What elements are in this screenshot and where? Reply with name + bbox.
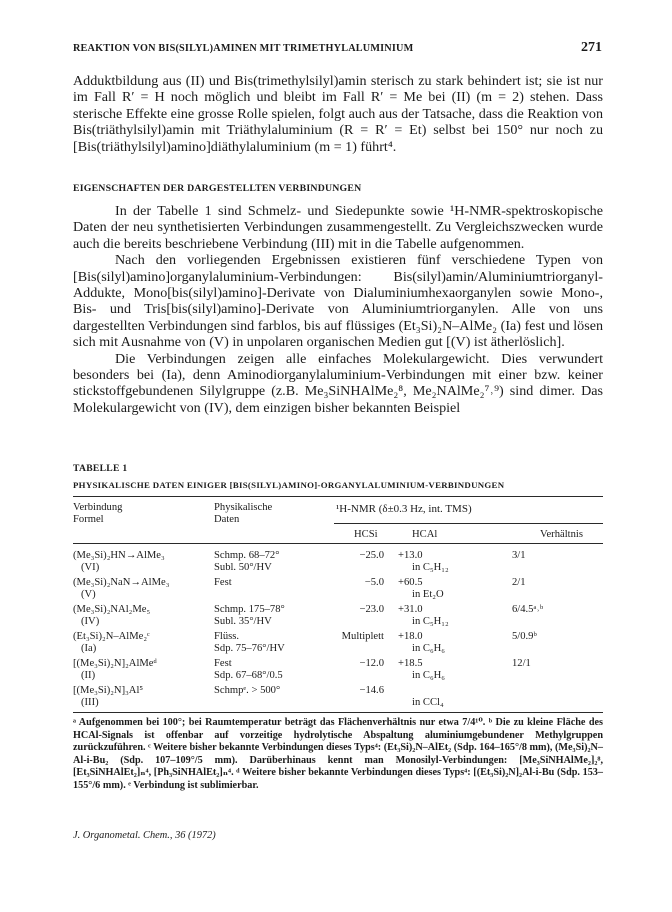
cell-ratio: 3/1 — [512, 550, 526, 561]
cell-compound-label: (II) — [81, 670, 96, 681]
table-top-rule — [73, 496, 603, 497]
header-data-line2: Daten — [214, 514, 240, 525]
header-ratio: Verhältnis — [540, 529, 583, 540]
cell-compound-label: (III) — [81, 697, 99, 708]
cell-compound-label: (VI) — [81, 562, 100, 573]
table-number: TABELLE 1 — [73, 463, 128, 474]
header-compound-line1: Verbindung — [73, 502, 123, 513]
cell-compound-label: (Ia) — [81, 643, 97, 654]
header-physical-data — [214, 502, 272, 526]
paragraph-4-text: Die Verbindungen zeigen alle einfaches Molekulargewicht. Dies verwundert besonders bei (Ia), denn Aminodiorganylaluminium-Verbindungen mit einer bzw. keiner stickstoffgebundenen Silylgruppe (z.B. Me₃SiNHAlMe₂⁸, Me₂NAlMe₂⁷˒⁹) sind dimer. Das Molekulargewicht von (IV), dem einzigen bisher bekannten Beispiel — [73, 350, 603, 416]
journal-citation: J. Organometal. Chem., 36 (1972) — [73, 830, 216, 841]
page-number: 271 — [581, 40, 602, 55]
section-heading: EIGENSCHAFTEN DER DARGESTELLTEN VERBINDUNGEN — [73, 183, 362, 194]
cell-hcal-solvent: in CCl₄ — [412, 697, 444, 708]
cell-formula: [(Me₃Si)₂N]₃Al⁵ — [73, 685, 144, 696]
cell-data-1: Fest — [214, 658, 232, 669]
cell-hcsi: −12.0 — [359, 658, 384, 669]
paragraph-3-text: Nach den vorliegenden Ergebnissen existieren fünf verschiedene Typen von [Bis(silyl)amino]organylaluminium-Verbindungen: Bis(silyl)amin/Aluminiumtriorganyl-Addukte, Mono[bis(silyl)amino]-Derivate von Dialuminiumhexaorganylen sowie Mono-, Bis- und Tris[bis(silyl)amino]-Derivate von Aluminiumtriorganylen. Alle von uns dargestellten Verbindungen sind farblos, bis auf flüssiges (Et₃Si)₂N–AlMe₂ (Ia) fest und lösen sich mit Ausnahme von (V) in unpolaren organischen Medien gut [(V) ist ätherlöslich]. — [73, 252, 603, 351]
cell-data-2: Subl. 35°/HV — [214, 616, 272, 627]
cell-formula: (Me₃Si)₂NAl₂Me₅ — [73, 604, 151, 615]
paragraph-1-text: Adduktbildung aus (II) und Bis(trimethylsilyl)amin sterisch zu stark behindert ist; sie ist nur im Fall R′ = H noch möglich und bleibt im Fall R′ = Me bei (II) (m = 2) stehen. Dass sterische Effekte eine grosse Rolle spielen, folgt auch aus der Tatsache, dass die Reaktion von Bis(triäthylsilyl)amin mit Triäthylaluminium (R = R′ = Et) selbst bei 150° nur noch zu [Bis(triäthylsilyl)amino]diäthylaluminium (m = 1) führt⁴. — [73, 73, 603, 155]
cell-hcal-solvent: in C₅H₁₂ — [412, 616, 449, 627]
cell-hcal-solvent: in Et₂O — [412, 589, 444, 600]
running-head-title: REAKTION VON BIS(SILYL)AMINEN MIT TRIMETHYLALUMINIUM — [73, 43, 414, 54]
header-nmr: ¹H-NMR (δ±0.3 Hz, int. TMS) — [336, 503, 472, 515]
table-bottom-rule — [73, 712, 603, 713]
cell-hcsi: −25.0 — [359, 550, 384, 561]
cell-formula: (Et₃Si)₂N–AlMe₂ᶜ — [73, 631, 150, 642]
cell-hcal-solvent: in C₆H₆ — [412, 643, 445, 654]
cell-hcal: +18.0 — [398, 631, 423, 642]
cell-data-1: Schmp. 175–78° — [214, 604, 285, 615]
cell-data-1: Flüss. — [214, 631, 240, 642]
table-footnotes — [73, 717, 603, 793]
cell-ratio: 5/0.9ᵇ — [512, 631, 537, 642]
cell-compound-label: (V) — [81, 589, 96, 600]
table-header-rule — [73, 543, 603, 544]
footnotes-text: ᵃ Aufgenommen bei 100°; bei Raumtemperatur beträgt das Flächenverhältnis nur etwa 7/4¹⁰. ᵇ Die zu kleine Fläche des HCAl-Signals ist offenbar auf vorzeitige hydrolytische Abspaltung aluminiumgebundener Methylgruppen zurückzuführen. ᶜ Weitere bisher bekannte Verbindungen dieses Typs⁴: (Et₃Si)₂N–AlEt₂ (Sdp. 164–165°/8 mm), (Me₃Si)₂N–Al-i-Bu₂ (Sdp. 107–109°/5 mm). Darüberhinaus kennt man Monosilyl-Verbindungen: [Me₃SiNHAlMe₂]₂⁸, [Et₃SiNHAlEt₂]ₙ⁴, [Ph₃SiNHAlEt₂]ₙ⁴. ᵈ Weitere bisher bekannte Verbindungen dieses Typs⁴: [(Et₃Si)₂N]₂Al-i-Bu (Sdp. 153–155°/6 mm). ᵉ Verbindung ist sublimierbar. — [73, 717, 603, 791]
paragraph-2-text: In der Tabelle 1 sind Schmelz- und Siedepunkte sowie ¹H-NMR-spektroskopische Daten der neu synthetisierten Verbindungen zusammengestellt. Zu Vergleichszwecken wurde auch die bereits beschriebene Verbindung (III) mit in die Tabelle aufgenommen. — [73, 203, 603, 252]
cell-formula: (Me₃Si)₂HN→AlMe₃ — [73, 550, 165, 561]
header-data-line1: Physikalische — [214, 502, 273, 513]
cell-compound-label: (IV) — [81, 616, 100, 627]
cell-data-1: Fest — [214, 577, 232, 588]
nmr-header-rule — [334, 523, 603, 524]
cell-hcal-solvent: in C₆H₆ — [412, 670, 445, 681]
body-paragraphs-2-4 — [73, 203, 603, 416]
cell-data-2: Sdp. 75–76°/HV — [214, 643, 285, 654]
cell-formula: (Me₃Si)₂NaN→AlMe₃ — [73, 577, 170, 588]
journal-footer — [73, 830, 216, 841]
cell-ratio: 2/1 — [512, 577, 526, 588]
header-hcsi: HCSi — [354, 529, 378, 540]
cell-hcsi: −23.0 — [359, 604, 384, 615]
cell-hcsi: −14.6 — [359, 685, 384, 696]
running-head — [73, 40, 602, 56]
cell-hcal: +18.5 — [398, 658, 423, 669]
cell-hcal: +31.0 — [398, 604, 423, 615]
cell-formula: [(Me₃Si)₂N]₂AlMeᵈ — [73, 658, 157, 669]
cell-hcal: +13.0 — [398, 550, 423, 561]
header-compound — [73, 502, 122, 526]
cell-data-2: Subl. 50°/HV — [214, 562, 272, 573]
cell-data-1: Schmp. 68–72° — [214, 550, 280, 561]
cell-hcsi: Multiplett — [341, 631, 384, 642]
cell-hcal: +60.5 — [398, 577, 423, 588]
cell-hcsi: −5.0 — [364, 577, 384, 588]
header-compound-line2: Formel — [73, 514, 104, 525]
cell-hcal-solvent: in C₅H₁₂ — [412, 562, 449, 573]
cell-ratio: 12/1 — [512, 658, 531, 669]
header-hcal: HCAl — [412, 529, 438, 540]
cell-data-1: Schmpᵉ. > 500° — [214, 685, 281, 696]
body-paragraph-1 — [73, 73, 603, 155]
cell-data-2: Sdp. 67–68°/0.5 — [214, 670, 283, 681]
cell-ratio: 6/4.5ᵃ˒ᵇ — [512, 604, 544, 615]
table-caption: PHYSIKALISCHE DATEN EINIGER [BIS(SILYL)AMINO]-ORGANYLALUMINIUM-VERBINDUNGEN — [73, 480, 505, 490]
